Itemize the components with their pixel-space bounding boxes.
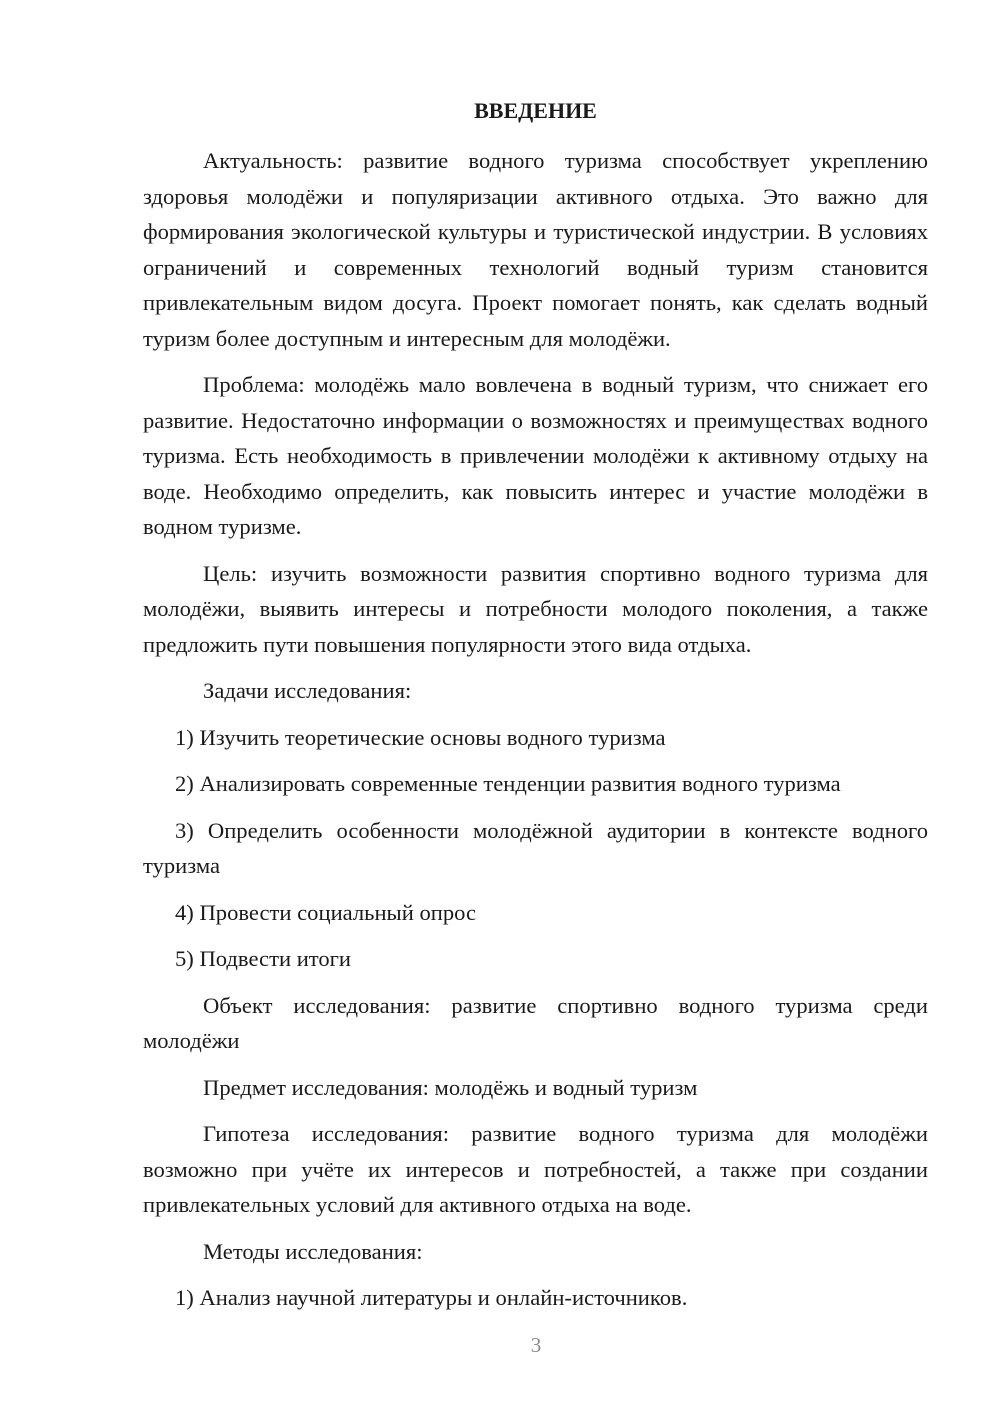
method-item: 1) Анализ научной литературы и онлайн-источников. [175,1285,688,1310]
paragraph-goal: Цель: изучить возможности развития спортивно водного туризма для молодёжи, выявить интересы и потребности молодого поколения, а также предложить пути повышения популярности этого вида отдыха. [143,560,928,657]
task-item: 3) Определить особенности молодёжной аудитории в контексте водного туризма [143,817,928,878]
page-heading: ВВЕДЕНИЕ [474,98,597,123]
task-item: 1) Изучить теоретические основы водного туризма [175,724,666,750]
task-item: 4) Провести социальный опрос [175,899,477,925]
page-number: 3 [530,1333,542,1357]
paragraph-hypothesis: Гипотеза исследования: развитие водного туризма для молодёжи возможно при учёте их интересов и потребностей, а также при создании привлекательных условий для активного отдыха на воде. [143,1121,928,1217]
paragraph-relevance: Актуальность: развитие водного туризма способствует укреплению здоровья молодёжи и популяризации активного отдыха. Это важно для формирования экологической культуры и туристической индустрии. В условиях ограничений и современных технологий водный туризм становится привлекательным видом досуга. Проект помогает понять, как сделать водный туризм более доступным и интересным для молодёжи. [143,148,928,351]
paragraph-tasks-title: Задачи исследования: [203,678,412,703]
paragraph-methods-title: Методы исследования: [203,1238,423,1264]
paragraph-problem: Проблема: молодёжь мало вовлечена в водный туризм, что снижает его развитие. Недостаточно информации о возможностях и преимуществах водного туризма. Есть необходимость в привлечении молодёжи к активному отдыху на воде. Необходимо определить, как повысить интерес и участие молодёжи в водном туризме. [143,372,928,539]
document-body [143,143,928,1327]
task-item: 2) Анализировать современные тенденции развития водного туризма [175,771,841,796]
paragraph-object: Объект исследования: развитие спортивно водного туризма среди молодёжи [143,992,928,1053]
paragraph-subject: Предмет исследования: молодёжь и водный туризм [203,1074,698,1100]
task-item: 5) Подвести итоги [175,946,352,971]
